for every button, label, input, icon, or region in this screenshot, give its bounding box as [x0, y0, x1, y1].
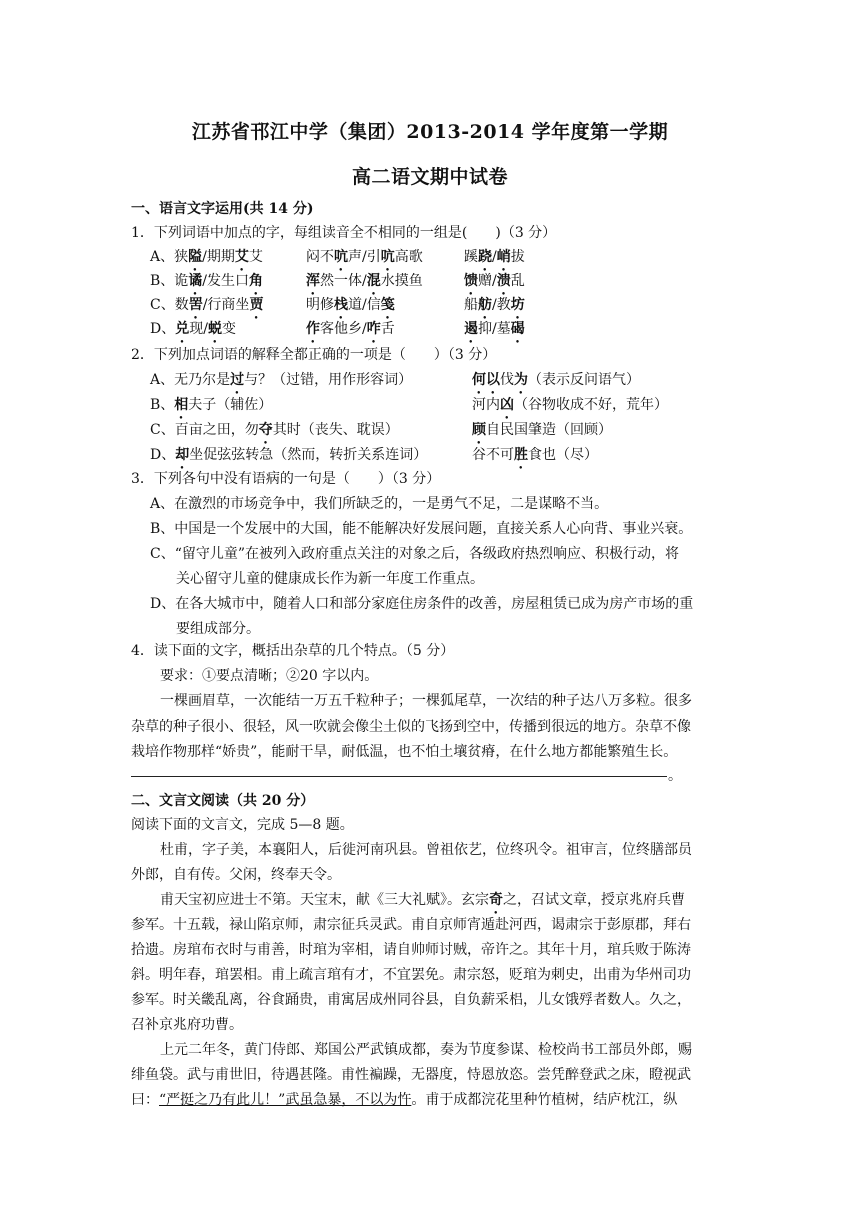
q1-option-d-2: [306, 319, 395, 346]
text: 舌: [380, 321, 395, 337]
dotted-char: 相: [174, 397, 189, 413]
text: 其时（丧失、耽误）: [272, 422, 399, 438]
text: 变: [221, 321, 236, 337]
dotted-char: 吭: [380, 249, 395, 265]
dotted-char: 奇: [489, 892, 503, 908]
q1-option-a: [150, 247, 263, 274]
dotted-char: 蜕: [207, 321, 222, 337]
text: 乱: [510, 273, 525, 289]
text: 谷不可: [472, 447, 514, 463]
text: 然一体/: [320, 273, 367, 289]
dotted-char: 艾: [234, 249, 249, 265]
dotted-char: 贾: [249, 297, 264, 313]
dotted-char: 栈: [334, 297, 348, 313]
text: /: [492, 249, 497, 265]
q4-passage-line-2: 杂草的种子很小、很轻，风一吹就会像尘土似的飞扬到空中，传播到很远的地方。杂草不像: [131, 719, 691, 735]
q3-stem: 3．下列各句中没有语病的一句是（ ）（3 分）: [131, 471, 441, 487]
dotted-char: 隘: [188, 249, 203, 265]
q1-option-c: [150, 295, 263, 322]
q1-option-c-3: [464, 295, 525, 322]
text: 伐: [500, 372, 514, 388]
q3-option-a: A、在激烈的市场竞争中，我们所缺乏的，一是勇气不足，二是谋略不当。: [150, 496, 609, 512]
section-2-heading: 二、文言文阅读（共 20 分）: [131, 793, 315, 809]
text: 拔: [510, 249, 525, 265]
q4-passage-line-1: 一棵画眉草，一次能结一万五千粒种子；一棵狐尾草，一次结的种子达八万多粒。很多: [160, 693, 692, 709]
q2-stem: 2．下列加点词语的解释全都正确的一项是（ ）（3 分）: [131, 347, 497, 363]
dotted-char: 舫: [478, 297, 492, 313]
text: /期期: [202, 249, 235, 265]
text: 明修: [306, 297, 334, 313]
dotted-char: 吭: [334, 249, 348, 265]
text: 声/引: [348, 249, 381, 265]
dotted-char: 过: [230, 372, 245, 388]
text: 现/: [189, 321, 208, 337]
passage-line-9: 上元二年冬，黄门侍郎、郑国公严武镇成都，奏为节度参谋、检校尚书工部员外郎，赐: [160, 1042, 692, 1058]
dotted-char: 峭: [496, 249, 511, 265]
passage-line-6: 斜。明年春，琯罢相。甫上疏言琯有才，不宜罢免。肃宗怒，贬琯为刺史，出甫为华州司功: [131, 967, 691, 983]
q2-option-d: [150, 445, 427, 472]
text: C、数: [150, 297, 189, 313]
text: 曰：: [131, 1092, 159, 1108]
text: 自民国肇造（回顾）: [486, 422, 612, 438]
text: 道/信: [348, 297, 381, 313]
text: （谷物收成不好，荒年）: [514, 397, 668, 413]
text: /行商坐: [202, 297, 250, 313]
passage-line-2: 外郎，自有传。父闲，终奉天令。: [131, 867, 341, 883]
q2-option-a: [150, 370, 412, 397]
passage-line-7: 参军。时关畿乱离，谷食踊贵，甫寓居成州同谷县，自负薪采梠，儿女饿殍者数人。久之，: [131, 992, 691, 1008]
dotted-char: 凶: [500, 397, 514, 413]
q2-option-c-right: [472, 420, 612, 447]
text: （表示反问语气）: [528, 372, 640, 388]
text: /教: [492, 297, 511, 313]
q4-passage-line-3: 栽培作物那样“娇贵”，能耐干旱，耐低温，也不怕土壤贫瘠，在什么地方都能繁殖生长。: [131, 744, 678, 760]
dotted-char: 笺: [380, 297, 395, 313]
text: 闷不: [306, 249, 334, 265]
passage-line-5: 拾遗。房琯布衣时与甫善，时琯为宰相，请自帅师讨贼，帝许之。其年十月，琯兵败于陈涛: [131, 942, 691, 958]
dotted-char: 咋: [366, 321, 381, 337]
answer-line[interactable]: [131, 776, 667, 777]
q2-option-c: [150, 420, 399, 447]
q3-option-b: B、中国是一个发展中的大国，能不能解决好发展问题，直接关系人心向背、事业兴衰。: [150, 521, 693, 537]
q2-option-b-right: [472, 395, 668, 422]
text: 甫天宝初应进士不第。天宝末，献《三大礼赋》。玄宗: [160, 892, 489, 908]
text: C、百亩之田，勿: [150, 422, 259, 438]
q1-stem: 1．下列词语中加点的字，每组读音全不相同的一组是( )（3 分）: [131, 225, 557, 241]
text: 。甫于成都浣花里种竹植树，结庐枕江，纵: [411, 1092, 678, 1108]
passage-line-8: 召补京兆府功曹。: [131, 1017, 243, 1033]
section-1-heading: 一、语言文字运用(共 14 分): [131, 201, 314, 217]
q1-option-b-2: [306, 271, 423, 298]
dotted-char: 谲: [188, 273, 203, 289]
dotted-char: 兑: [175, 321, 190, 337]
text: B、诡: [150, 273, 189, 289]
text: /发生口: [202, 273, 250, 289]
dotted-char: 夺: [258, 422, 273, 438]
text: A、狭: [150, 249, 189, 265]
text: 夫子（辅佐）: [188, 397, 273, 413]
q1-option-b-3: [464, 271, 525, 298]
q3-option-d: D、在各大城市中，随着人口和部分家庭住房条件的改善，房屋租赁已成为房产市场的重: [150, 596, 694, 612]
dotted-char: 胜: [514, 447, 528, 463]
q4-requirement: 要求：①要点清晰；②20 字以内。: [160, 668, 379, 684]
dotted-char: 何以: [472, 372, 500, 388]
q3-option-d-cont: 要组成部分。: [176, 621, 260, 637]
text: 高歌: [394, 249, 423, 265]
dotted-char: 为: [514, 372, 528, 388]
text: B、: [150, 397, 175, 413]
passage-line-4: 参军。十五载，禄山陷京师，肃宗征兵灵武。甫自京师宵遁赴河西，谒肃宗于彭原郡，拜右: [131, 917, 691, 933]
text: 艾: [248, 249, 263, 265]
text: D、: [150, 321, 176, 337]
q3-option-c: C、“留守儿童”在被列入政府重点关注的对象之后，各级政府热烈响应、积极行动，将: [150, 546, 680, 562]
dotted-char: 混: [366, 273, 381, 289]
text: 之，召试文章，授京兆府兵曹: [503, 892, 685, 908]
text: 客他乡/: [320, 321, 367, 337]
text: 河内: [472, 397, 500, 413]
text: 食也（尽）: [528, 447, 598, 463]
underlined-sentence: “严挺之乃有此儿！”武虽急暴，不以为忤: [159, 1092, 412, 1108]
q1-option-c-2: [306, 295, 395, 322]
title-line-1: 江苏省邗江中学（集团）2013-2014 学年度第一学期: [191, 121, 669, 143]
q1-option-a-3: [464, 247, 525, 274]
answer-line-period: 。: [668, 768, 682, 784]
dotted-char: 馈: [464, 273, 478, 289]
text: 赠/: [478, 273, 497, 289]
text: 船: [464, 297, 478, 313]
passage-line-3: [160, 890, 685, 917]
text: 坐促弦弦转急（然而，转折关系连词）: [189, 447, 428, 463]
text: A、无乃尔是: [150, 372, 231, 388]
q1-option-a-2: [306, 247, 423, 274]
dotted-char: 跷: [478, 249, 492, 265]
q2-option-a-right: [472, 370, 640, 397]
text: 水摸鱼: [380, 273, 423, 289]
q4-stem: 4．读下面的文字，概括出杂草的几个特点。（5 分）: [131, 643, 455, 659]
dotted-char: 作: [306, 321, 320, 337]
q1-option-d: [150, 319, 236, 346]
text: 与？（过错，用作形容词）: [244, 372, 413, 388]
text: D、: [150, 447, 176, 463]
passage-line-1: 杜甫，字子美，本襄阳人，后徙河南巩县。曾祖依艺，位终巩令。祖审言，位终膳部员: [160, 842, 692, 858]
dotted-char: 遏: [464, 321, 478, 337]
dotted-char: 坊: [510, 297, 525, 313]
text: 抑/墓: [478, 321, 511, 337]
dotted-char: 罟: [188, 297, 203, 313]
dotted-char: 却: [175, 447, 190, 463]
dotted-char: 浑: [306, 273, 320, 289]
dotted-char: 顾: [472, 422, 486, 438]
q1-option-d-3: [464, 319, 525, 346]
q2-option-b: [150, 395, 272, 422]
q3-option-c-cont: 关心留守儿童的健康成长作为新一年度工作重点。: [176, 571, 484, 587]
section-2-intro: 阅读下面的文言文，完成 5—8 题。: [131, 817, 354, 833]
dotted-char: 溃: [496, 273, 511, 289]
q2-option-d-right: [472, 445, 598, 472]
dotted-char: 碣: [510, 321, 525, 337]
passage-line-11: [131, 1090, 677, 1110]
passage-line-10: 绯鱼袋。武与甫世旧，待遇甚隆。甫性褊躁，无器度，恃恩放恣。尝凭醉登武之床，瞪视武: [131, 1067, 691, 1083]
q1-option-b: [150, 271, 263, 298]
title-line-2: 高二语文期中试卷: [351, 166, 508, 188]
text: 蹊: [464, 249, 478, 265]
dotted-char: 角: [249, 273, 264, 289]
